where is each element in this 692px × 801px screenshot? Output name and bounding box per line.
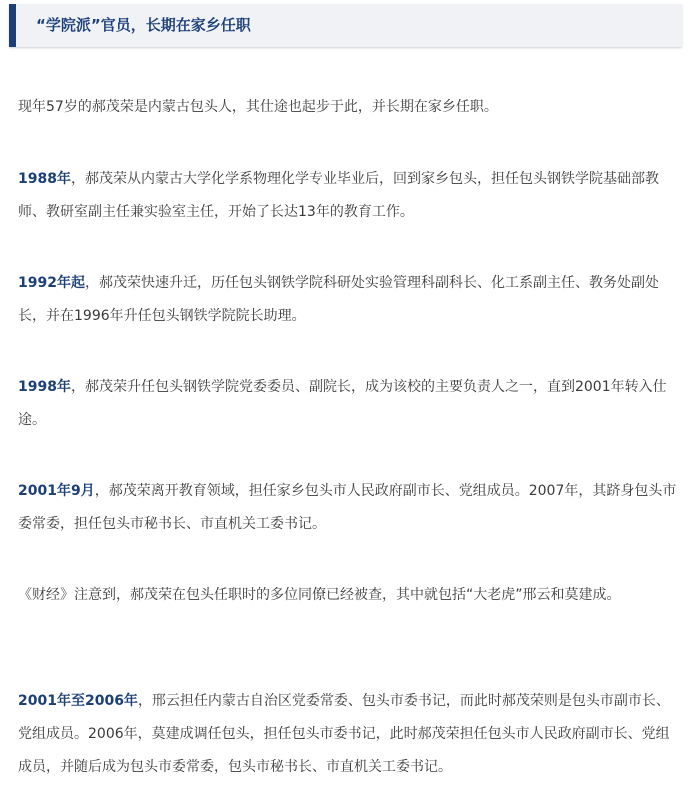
paragraph-lead: 2001年至2006年 <box>18 693 138 709</box>
paragraph-lead: 1988年 <box>18 171 71 187</box>
paragraph-text: ，郝茂荣升任包头钢铁学院党委委员、副院长，成为该校的主要负责人之一，直到2001年转入仕途。 <box>18 379 667 428</box>
paragraph-text: ，郝茂荣从内蒙古大学化学系物理化学专业毕业后，回到家乡包头，担任包头钢铁学院基础部教师、教研室副主任兼实验室主任，开始了长达13年的教育工作。 <box>18 171 659 220</box>
paragraph-intro <box>18 91 682 124</box>
paragraph-1998 <box>18 371 682 437</box>
paragraph-text: ，郝茂荣快速升迁，历任包头钢铁学院科研处实验管理科副科长、化工系副主任、教务处副处长，并在1996年升任包头钢铁学院院长助理。 <box>18 275 659 324</box>
paragraph-text: 现年57岁的郝茂荣是内蒙古包头人，其仕途也起步于此，并长期在家乡任职。 <box>18 99 498 115</box>
paragraph-1988 <box>18 163 682 229</box>
section-title: “学院派”官员，长期在家乡任职 <box>36 16 251 34</box>
paragraph-lead: 1992年起 <box>18 275 85 291</box>
section-header <box>9 4 682 47</box>
paragraph-text: ，郝茂荣离开教育领域，担任家乡包头市人民政府副市长、党组成员。2007年，其跻身包头市委常委，担任包头市秘书长、市直机关工委书记。 <box>18 483 677 532</box>
paragraph-lead: 2001年9月 <box>18 483 95 499</box>
paragraph-2001-2006 <box>18 685 682 784</box>
paragraph-caijing <box>18 579 682 612</box>
header-accent-bar <box>9 4 16 47</box>
paragraph-text: ，邢云担任内蒙古自治区党委常委、包头市委书记，而此时郝茂荣则是包头市副市长、党组成员。2006年，莫建成调任包头，担任包头市委书记，此时郝茂荣担任包头市人民政府副市长、党组成员，并随后成为包头市委常委，包头市秘书长、市直机关工委书记。 <box>18 693 670 775</box>
paragraph-lead: 1998年 <box>18 379 71 395</box>
paragraph-2001 <box>18 475 682 541</box>
paragraph-text: 《财经》注意到，郝茂荣在包头任职时的多位同僚已经被查，其中就包括“大老虎”邢云和莫建成。 <box>18 587 621 603</box>
paragraph-1992 <box>18 267 682 333</box>
